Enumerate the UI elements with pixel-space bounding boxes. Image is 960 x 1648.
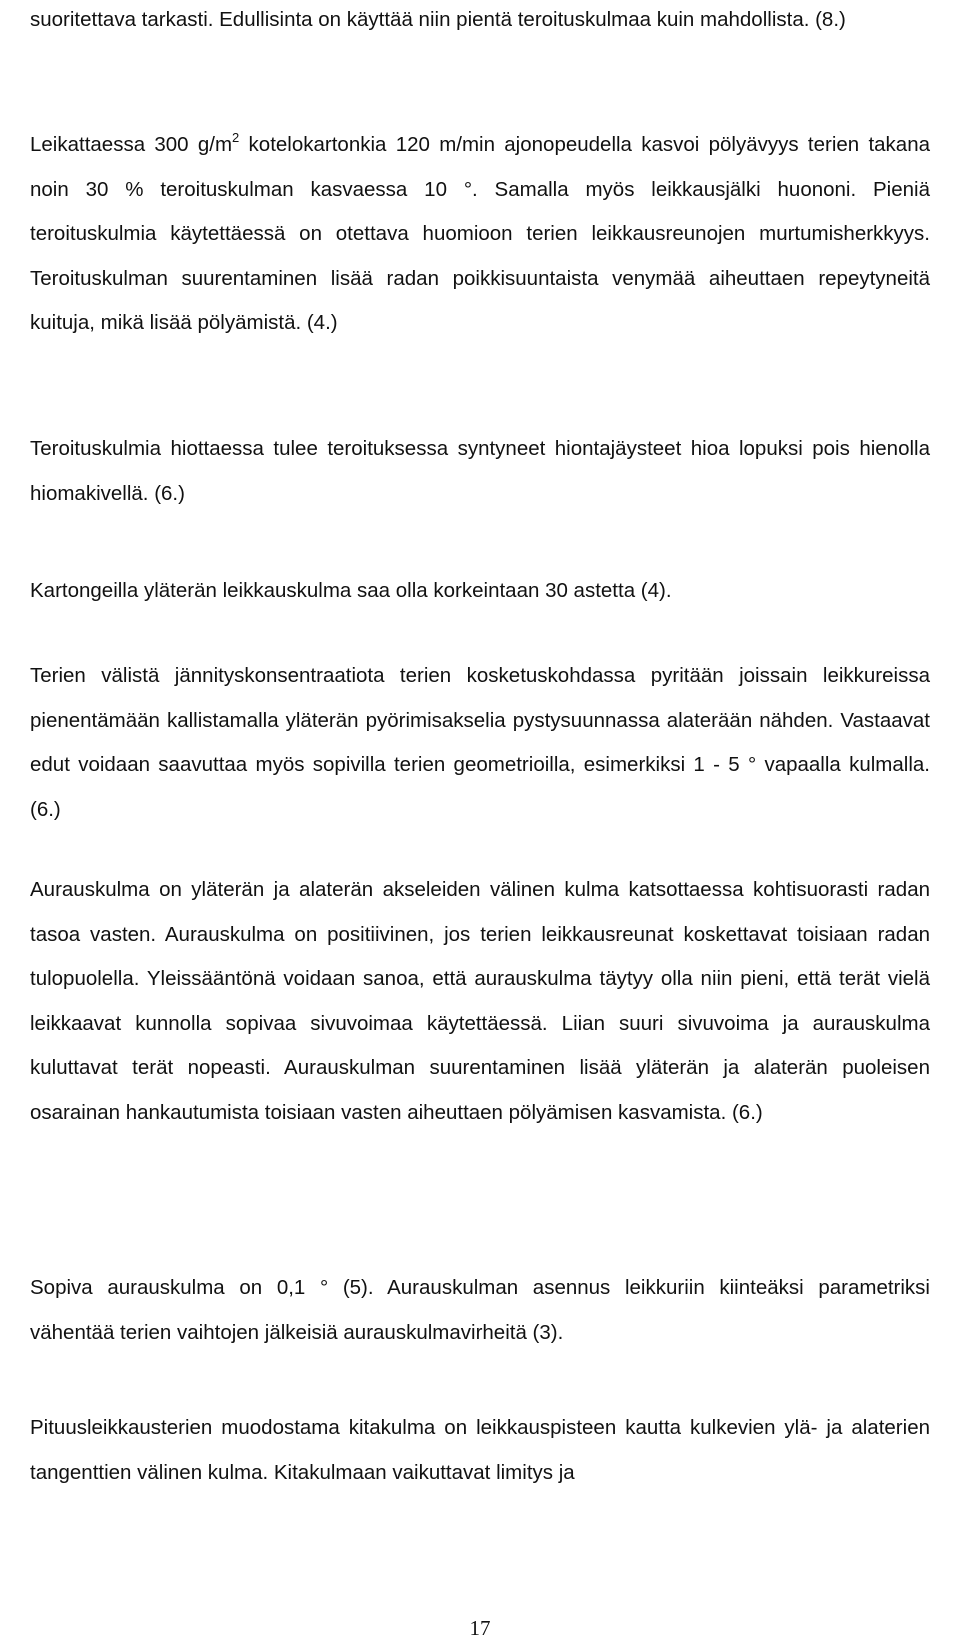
paragraph-text-start: Leikattaessa 300 g/m <box>30 133 233 156</box>
paragraph-plough-angle: Aurauskulma on yläterän ja alaterän akseleiden välinen kulma katsottaessa kohtisuorasti radan tasoa vasten. Aurauskulma on positiivinen, jos terien leikkausreunat koskettavat toisiaan radan tulopuolella. Yleissääntönä voidaan sanoa, että aurauskulma täytyy olla niin pieni, että terät vielä leikkaavat kunnolla sopivaa sivuvoimaa käytettäessä. Liian suuri sivuvoima ja aurauskulma kuluttavat terät nopeasti. Aurauskulman suurentaminen lisää yläterän ja alaterän puoleisen osarainan hankautumista toisiaan vasten aiheuttaen pölyämisen kasvamista. (6.) <box>30 878 930 1124</box>
paragraph-grinding-burrs: Teroituskulmia hiottaessa tulee teroituksessa syntyneet hiontajäysteet hioa lopuksi pois hienolla hiomakivellä. (6.) <box>30 437 930 505</box>
paragraph-text-rest: kotelokartonkia 120 m/min ajonopeudella kasvoi pölyävyys terien takana noin 30 % teroituskulman kasvaessa 10 °. Samalla myös leikkausjälki huononi. Pieniä teroituskulmia käytettäessä on otettava huomioon terien leikkausreunojen murtumisherkkyys. Teroituskulman suurentaminen lisää radan poikkisuuntaista venymää aiheuttaen repeytyneitä kuituja, mikä lisää pölyämistä. (4.) <box>30 133 931 334</box>
paragraph-cardboard-cutting-dust <box>30 123 930 346</box>
paragraph-sharpening-angle-end: suoritettava tarkasti. Edullisinta on käyttää niin pientä teroituskulmaa kuin mahdollista. (8.) <box>30 8 846 31</box>
paragraph-cutting-angle-limit: Kartongeilla yläterän leikkauskulma saa olla korkeintaan 30 astetta (4). <box>30 579 672 602</box>
paragraph-suitable-plough-angle: Sopiva aurauskulma on 0,1 ° (5). Aurauskulman asennus leikkuriin kiinteäksi parametriksi vähentää terien vaihtojen jälkeisiä aurauskulmavirheitä (3). <box>30 1276 930 1344</box>
superscript-two: 2 <box>232 130 240 145</box>
page-number: 17 <box>469 1616 491 1640</box>
paragraph-friction-angle: Pituusleikkausterien muodostama kitakulma on leikkauspisteen kautta kulkevien ylä- ja alaterien tangenttien välinen kulma. Kitakulmaan vaikuttavat limitys ja <box>30 1416 930 1484</box>
paragraph-stress-concentration: Terien välistä jännityskonsentraatiota terien kosketuskohdassa pyritään joissain leikkureissa pienentämään kallistamalla yläterän pyörimisakselia pystysuunnassa alaterään nähden. Vastaavat edut voidaan saavuttaa myös sopivilla terien geometrioilla, esimerkiksi 1 - 5 ° vapaalla kulmalla. (6.) <box>30 664 930 821</box>
